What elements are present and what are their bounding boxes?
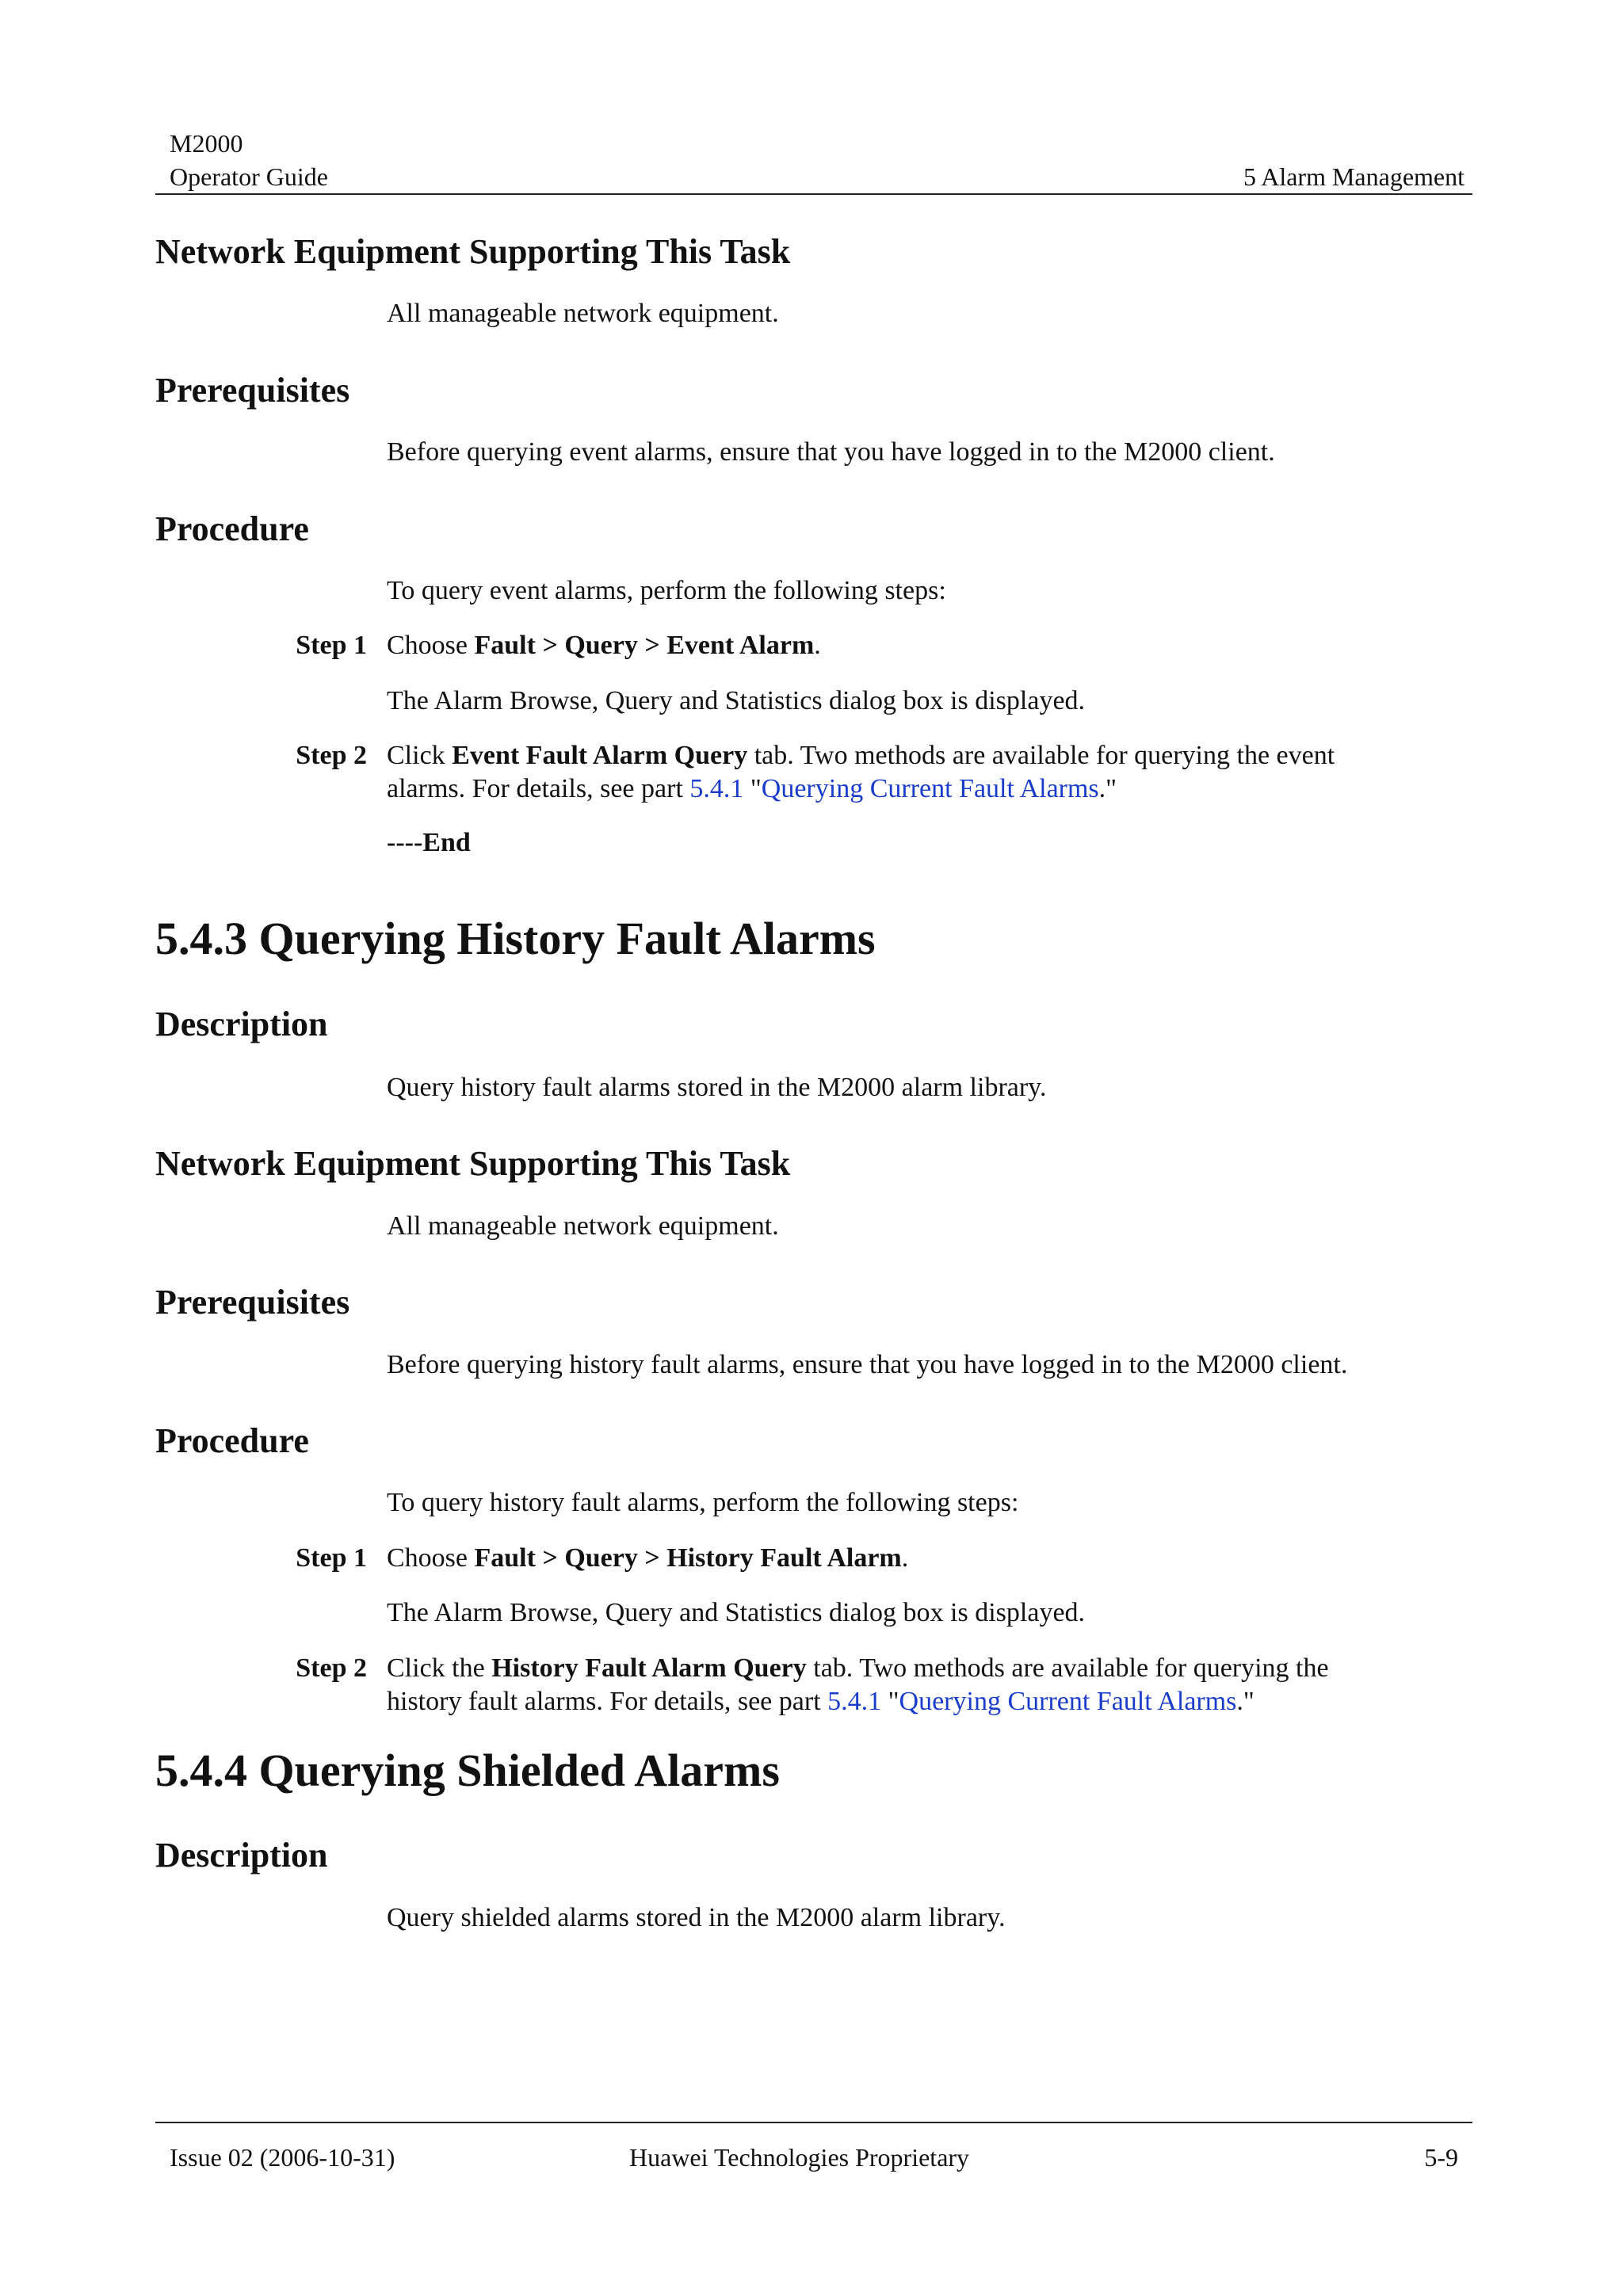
step-1-label: Step 1	[296, 1543, 367, 1573]
footer-proprietary: Huawei Technologies Proprietary	[629, 2143, 970, 2172]
step-1-result: The Alarm Browse, Query and Statistics dialog box is displayed.	[387, 1598, 1086, 1627]
step-2-label: Step 2	[296, 741, 367, 770]
tab-name: Event Fault Alarm Query	[452, 741, 748, 770]
section-title-5-4-3: 5.4.3 Querying History Fault Alarms	[155, 913, 876, 964]
page-header	[155, 127, 1472, 193]
network-equipment-text: All manageable network equipment.	[387, 299, 779, 328]
page-number: 5-9	[1424, 2143, 1458, 2172]
header-product: M2000	[170, 129, 243, 158]
header-chapter: 5 Alarm Management	[1243, 162, 1465, 191]
description-text: Query history fault alarms stored in the M2000 alarm library.	[387, 1073, 1047, 1102]
step-2-text-line2: history fault alarms. For details, see part 5.4.1 "Querying Current Fault Alarms."	[387, 1687, 1254, 1716]
section-title-link[interactable]: Querying Current Fault Alarms	[761, 774, 1099, 803]
footer-rule	[155, 2122, 1472, 2123]
menu-path: Fault > Query > Event Alarm	[474, 631, 815, 660]
end-marker: ----End	[387, 828, 471, 857]
heading-prerequisites: Prerequisites	[155, 1283, 350, 1322]
procedure-intro: To query event alarms, perform the following steps:	[387, 576, 946, 605]
heading-description: Description	[155, 1005, 328, 1043]
menu-path: Fault > Query > History Fault Alarm	[474, 1543, 902, 1573]
step-1-label: Step 1	[296, 631, 367, 660]
network-equipment-text: All manageable network equipment.	[387, 1211, 779, 1241]
heading-procedure: Procedure	[155, 509, 309, 548]
header-guide: Operator Guide	[170, 162, 328, 191]
section-number-link[interactable]: 5.4.1	[827, 1687, 882, 1716]
step-2-text-line2: alarms. For details, see part 5.4.1 "Querying Current Fault Alarms."	[387, 774, 1117, 803]
header-rule	[155, 193, 1472, 195]
heading-network-equipment: Network Equipment Supporting This Task	[155, 1144, 791, 1183]
footer-issue: Issue 02 (2006-10-31)	[170, 2143, 395, 2172]
description-text: Query shielded alarms stored in the M2000 alarm library.	[387, 1903, 1006, 1932]
section-title-5-4-4: 5.4.4 Querying Shielded Alarms	[155, 1745, 780, 1796]
heading-description: Description	[155, 1836, 328, 1875]
heading-network-equipment: Network Equipment Supporting This Task	[155, 232, 791, 271]
prerequisites-text: Before querying history fault alarms, ensure that you have logged in to the M2000 client.	[387, 1350, 1348, 1379]
heading-procedure: Procedure	[155, 1421, 309, 1460]
step-2-label: Step 2	[296, 1653, 367, 1683]
heading-prerequisites: Prerequisites	[155, 371, 350, 410]
step-1-text: Choose Fault > Query > History Fault Alarm.	[387, 1543, 909, 1573]
step-2-text: Click the History Fault Alarm Query tab. Two methods are available for querying the	[387, 1653, 1329, 1683]
step-2-text: Click Event Fault Alarm Query tab. Two methods are available for querying the event	[387, 741, 1335, 770]
section-title-link[interactable]: Querying Current Fault Alarms	[899, 1687, 1237, 1716]
step-1-text: Choose Fault > Query > Event Alarm.	[387, 631, 821, 660]
tab-name: History Fault Alarm Query	[491, 1653, 807, 1683]
prerequisites-text: Before querying event alarms, ensure that you have logged in to the M2000 client.	[387, 437, 1275, 467]
section-number-link[interactable]: 5.4.1	[689, 774, 744, 803]
step-1-result: The Alarm Browse, Query and Statistics dialog box is displayed.	[387, 686, 1086, 715]
procedure-intro: To query history fault alarms, perform the following steps:	[387, 1488, 1019, 1517]
